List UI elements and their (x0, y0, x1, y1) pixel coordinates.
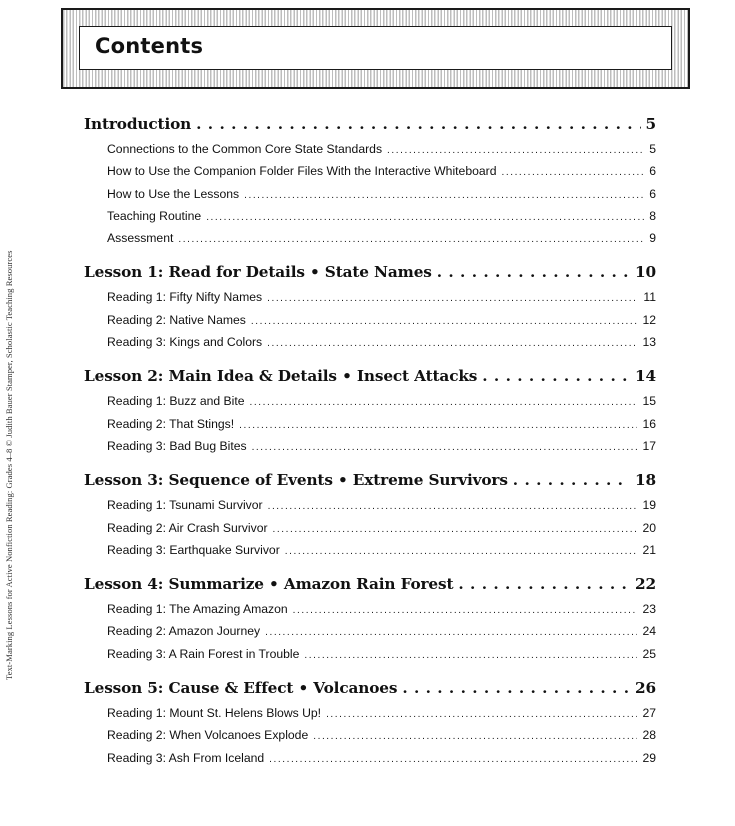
toc-entry[interactable] (84, 183, 656, 205)
dot-leader (250, 392, 638, 412)
toc-section[interactable] (84, 258, 656, 286)
toc-entry[interactable] (84, 494, 656, 516)
contents-header (61, 8, 690, 89)
page-number: 23 (642, 602, 656, 617)
page-number: 27 (642, 706, 656, 721)
toc-entry[interactable] (84, 138, 656, 160)
page-number: 22 (635, 575, 656, 594)
entry-title: How to Use the Companion Folder Files With the Interactive Whiteboard (107, 164, 497, 179)
entry-title: Reading 3: Earthquake Survivor (107, 542, 280, 557)
dot-leader (285, 541, 638, 561)
section-title: Lesson 4: Summarize • Amazon Rain Forest (84, 575, 454, 594)
entry-title: Reading 1: Tsunami Survivor (107, 498, 263, 513)
toc-entry[interactable] (84, 205, 656, 227)
dot-leader (482, 362, 630, 390)
dot-leader (267, 333, 637, 353)
entry-title: Reading 1: Fifty Nifty Names (107, 290, 263, 305)
dot-leader (239, 415, 637, 435)
toc-entry[interactable] (84, 286, 656, 308)
page-number: 17 (642, 438, 656, 453)
page-number: 14 (635, 367, 656, 386)
section-title: Lesson 5: Cause & Effect • Volcanoes (84, 679, 398, 698)
entry-title: How to Use the Lessons (107, 186, 240, 201)
toc-entry[interactable] (84, 539, 656, 561)
toc-entry[interactable] (84, 160, 656, 182)
entry-title: Teaching Routine (107, 208, 202, 223)
page-number: 20 (642, 520, 656, 535)
page-number: 13 (642, 335, 656, 350)
toc-section[interactable] (84, 362, 656, 390)
side-credit (4, 180, 16, 680)
section-title: Lesson 1: Read for Details • State Names (84, 263, 432, 282)
toc-entry[interactable] (84, 390, 656, 412)
table-of-contents (84, 110, 656, 769)
toc-section[interactable] (84, 570, 656, 598)
toc-entry[interactable] (84, 331, 656, 353)
dot-leader (304, 645, 637, 665)
dot-leader (293, 600, 638, 620)
page-number: 6 (649, 164, 656, 179)
page-number: 16 (642, 416, 656, 431)
page-number: 10 (635, 263, 656, 282)
entry-title: Reading 1: Mount St. Helens Blows Up! (107, 706, 322, 721)
dot-leader (268, 496, 638, 516)
entry-title: Reading 2: That Stings! (107, 416, 235, 431)
page-number: 5 (649, 142, 656, 156)
page-number: 28 (642, 728, 656, 743)
page-number: 24 (642, 624, 656, 639)
toc-section[interactable] (84, 466, 656, 494)
dot-leader (502, 162, 645, 182)
dot-leader (251, 311, 638, 331)
page-number: 5 (645, 115, 656, 133)
toc-entry[interactable] (84, 435, 656, 457)
toc-section[interactable] (84, 674, 656, 702)
page-number: 26 (635, 679, 656, 698)
toc-entry[interactable] (84, 702, 656, 724)
dot-leader (326, 704, 637, 724)
toc-entry[interactable] (84, 620, 656, 642)
dot-leader (206, 207, 644, 227)
entry-title: Reading 3: Kings and Colors (107, 335, 263, 350)
page-number: 18 (635, 471, 656, 490)
toc-entry[interactable] (84, 517, 656, 539)
dot-leader (267, 288, 638, 308)
dot-leader (269, 749, 637, 769)
contents-title-box (79, 26, 672, 70)
entry-title: Reading 2: When Volcanoes Explode (107, 728, 309, 743)
side-credit-text: Text-Marking Lessons for Active Nonfiction Reading: Grades 4–8 © Judith Bauer Stamper, Scholastic Teaching Resources (4, 250, 14, 680)
dot-leader (458, 570, 630, 598)
page-number: 29 (642, 750, 656, 765)
page-number: 9 (649, 231, 656, 246)
dot-leader (252, 437, 638, 457)
dot-leader (196, 110, 640, 138)
dot-leader (402, 674, 630, 702)
entry-title: Reading 2: Amazon Journey (107, 624, 261, 639)
toc-entry[interactable] (84, 227, 656, 249)
entry-title: Reading 1: The Amazing Amazon (107, 602, 288, 617)
entry-title: Reading 2: Native Names (107, 312, 246, 327)
toc-entry[interactable] (84, 724, 656, 746)
dot-leader (244, 185, 644, 205)
toc-entry[interactable] (84, 747, 656, 769)
entry-title: Reading 3: Bad Bug Bites (107, 438, 247, 453)
dot-leader (178, 229, 644, 249)
toc-entry[interactable] (84, 643, 656, 665)
page-number: 8 (649, 208, 656, 223)
entry-title: Reading 2: Air Crash Survivor (107, 520, 268, 535)
page-number: 11 (643, 290, 656, 305)
toc-section[interactable] (84, 110, 656, 138)
entry-title: Connections to the Common Core State Standards (107, 142, 383, 156)
dot-leader (273, 519, 638, 539)
entry-title: Reading 1: Buzz and Bite (107, 394, 245, 409)
toc-entry[interactable] (84, 598, 656, 620)
page-number: 25 (642, 646, 656, 661)
dot-leader (513, 466, 630, 494)
page-number: 15 (642, 394, 656, 409)
section-title: Lesson 3: Sequence of Events • Extreme Survivors (84, 471, 508, 490)
page-number: 21 (642, 542, 656, 557)
page-number: 19 (642, 498, 656, 513)
entry-title: Assessment (107, 231, 174, 246)
dot-leader (265, 622, 637, 642)
section-title: Lesson 2: Main Idea & Details • Insect Attacks (84, 367, 478, 386)
entry-title: Reading 3: A Rain Forest in Trouble (107, 646, 300, 661)
entry-title: Reading 3: Ash From Iceland (107, 750, 265, 765)
dot-leader (437, 258, 630, 286)
page-number: 12 (642, 312, 656, 327)
page-number: 6 (649, 186, 656, 201)
toc-entry[interactable] (84, 309, 656, 331)
section-title: Introduction (84, 115, 192, 133)
dot-leader (387, 140, 644, 160)
page-title: Contents (95, 34, 204, 58)
dot-leader (313, 726, 637, 746)
toc-entry[interactable] (84, 413, 656, 435)
